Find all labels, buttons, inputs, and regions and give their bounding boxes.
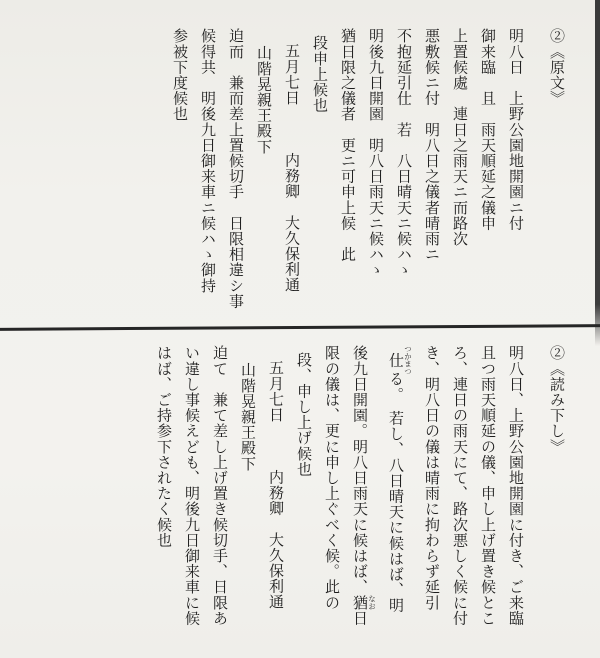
text-column: 明八日 上野公園地開園ニ付 — [507, 28, 525, 231]
text-column: 且つ雨天順延の儀、申し上げ置き候とこ — [479, 345, 497, 626]
text-column: 悪敷候ニ付 明八日之儀者晴雨ニ — [423, 28, 441, 262]
furigana-text: つかまつ — [403, 345, 413, 375]
scan-edge-line — [595, 0, 600, 346]
date-and-signature-column: 五月七日 内務卿 大久保利通 — [283, 43, 301, 293]
text-column: 御来臨 且 雨天順延之儀申 — [479, 28, 497, 231]
date-and-signature-column: 五月七日 内務卿 大久保利通 — [267, 360, 285, 610]
column-text: る。 若し、八日晴天に候はば、明 — [387, 370, 405, 614]
column-text: 後九日開園。明八日雨天に候はば、 — [351, 345, 369, 595]
text-column: 不抱延引仕 若 八日晴天ニ候ハゝ — [395, 28, 413, 278]
text-column: 明八日、上野公園地開園に付き、ご来臨 — [507, 345, 525, 626]
column-text: 日 — [351, 610, 369, 626]
text-column: 上置候處 連日之雨天ニ而路次 — [451, 28, 469, 247]
reading-section-heading: ②《読み下し》 — [548, 345, 566, 455]
text-column: き、明八日の儀は晴雨に拘わらず延引 — [423, 345, 441, 611]
text-column-with-furigana — [387, 345, 412, 653]
furigana-term — [351, 594, 377, 611]
text-column: 段申上候也 — [311, 35, 329, 113]
section-original-text — [160, 28, 576, 330]
addressee-column: 山階晃親王殿下 — [255, 45, 273, 155]
furigana-term — [387, 345, 413, 375]
text-column: 段、申し上げ候也 — [295, 352, 313, 477]
addressee-column: 山階晃親王殿下 — [239, 362, 257, 472]
postscript-column: 迫て 兼て差し上げ置き候切手、日限あ — [211, 345, 229, 626]
section-reading-text — [144, 345, 576, 653]
postscript-column: 参被下度候也 — [171, 28, 189, 122]
furigana-base: 仕 — [387, 345, 405, 375]
text-column: 限の儀は、更に申し上ぐべく候。此の — [323, 345, 341, 611]
text-column: 猶日限之儀者 更ニ可申上候 此 — [339, 28, 357, 262]
text-column: 明後九日開園 明八日雨天ニ候ハゝ — [367, 28, 385, 278]
furigana-text: なお — [367, 594, 377, 611]
postscript-column: 迫而 兼而差上置候切手 日限相違シ事 — [227, 28, 245, 309]
original-section-heading: ②《原文》 — [548, 28, 566, 106]
text-column-with-furigana — [351, 345, 376, 653]
postscript-column: い違し事候えども、明後九日御来車に候 — [183, 345, 201, 626]
postscript-column: はば、ご持参下されたく候也 — [155, 345, 173, 548]
postscript-column: 候得共 明後九日御来車ニ候ハゝ御持 — [199, 28, 217, 294]
furigana-base: 猶 — [351, 594, 369, 611]
text-column: ろ、連日の雨天にて、路次悪しく候に付 — [451, 345, 469, 626]
